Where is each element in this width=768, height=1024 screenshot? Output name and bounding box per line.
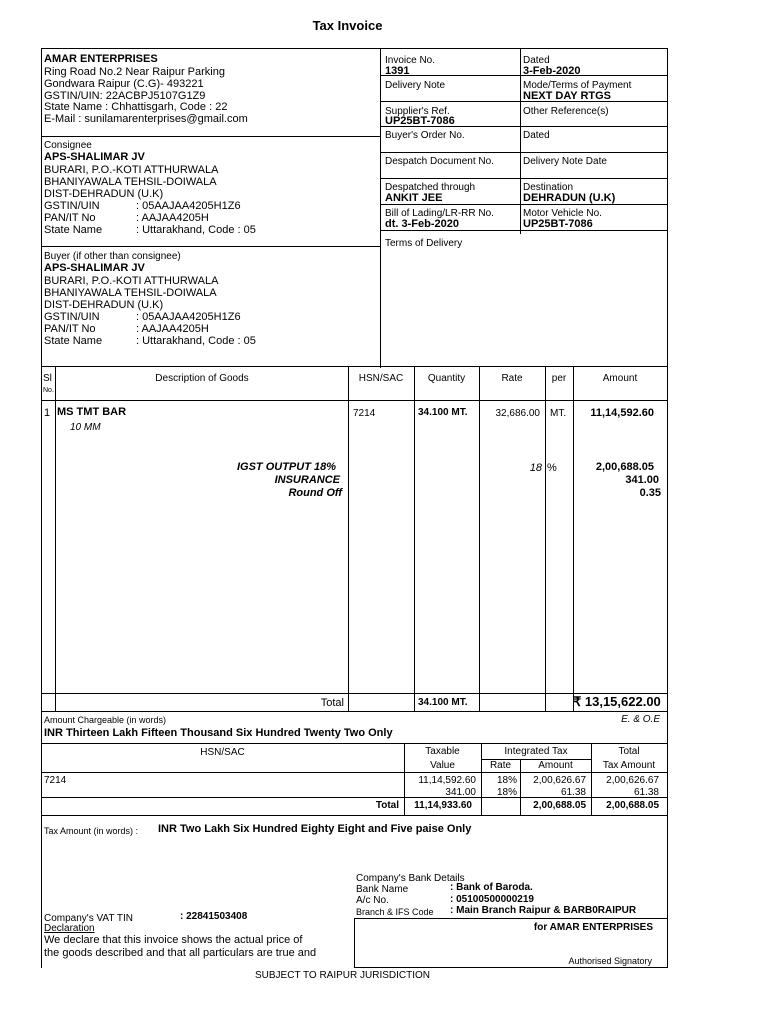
item-amount: 11,14,592.60	[590, 407, 654, 419]
destination-label: Destination	[523, 182, 574, 193]
charge-amount: 341.00	[625, 474, 659, 486]
col-amount: Amount	[602, 373, 638, 384]
despatch-doc-label: Despatch Document No.	[385, 156, 494, 167]
tax-row-total: 2,00,626.67	[606, 775, 659, 786]
tax-row-rate: 18%	[496, 775, 517, 786]
invoice-no-value: 1391	[385, 65, 410, 77]
item-sub-description: 10 MM	[70, 422, 101, 433]
seller-state: State Name : Chhattisgarh, Code : 22	[44, 101, 228, 113]
bank-field-value: : Main Branch Raipur & BARB0RAIPUR	[450, 905, 637, 916]
item-hsn: 7214	[353, 408, 376, 419]
bank-field-value: : 05100500000219	[450, 894, 534, 905]
authorised-signatory: Authorised Signatory	[568, 956, 652, 966]
page-title: Tax Invoice	[312, 18, 383, 33]
despatched-through-value: ANKIT JEE	[385, 192, 443, 204]
tax-row-total: 61.38	[633, 787, 659, 798]
delivery-note-label: Delivery Note	[385, 80, 446, 91]
item-sl: 1	[44, 407, 51, 419]
item-rate: 32,686.00	[495, 408, 540, 419]
buyer-order-label: Buyer's Order No.	[385, 130, 465, 141]
bill-of-lading-value: dt. 3-Feb-2020	[385, 218, 459, 230]
tax-total-amount: 2,00,688.05	[533, 800, 586, 811]
buyer-address-line: BURARI, P.O.-KOTI ATTHURWALA	[44, 275, 219, 287]
seller-address-line: Ring Road No.2 Near Raipur Parking	[44, 66, 225, 78]
charge-label: IGST OUTPUT 18%	[236, 461, 336, 473]
vat-value: : 22841503408	[180, 911, 248, 922]
seller-address-line: Gondwara Raipur (C.G)- 493221	[44, 78, 204, 90]
buyer-field-value: : 05AAJAA4205H1Z6	[136, 311, 241, 323]
bank-field-label: A/c No.	[356, 895, 389, 906]
col-no: No.	[43, 387, 54, 394]
consignee-field-value: : 05AAJAA4205H1Z6	[136, 200, 241, 212]
buyer-order-dated-label: Dated	[523, 130, 550, 141]
bank-field-value: : Bank of Baroda.	[450, 882, 533, 893]
tax-row-amount: 61.38	[560, 787, 586, 798]
consignee-address-line: BURARI, P.O.-KOTI ATTHURWALA	[44, 164, 219, 176]
buyer-field-value: : Uttarakhand, Code : 05	[136, 335, 256, 347]
total-label: Total	[320, 697, 344, 709]
igst-per: %	[547, 462, 557, 474]
tax-words-label: Tax Amount (in words) :	[44, 826, 139, 836]
col-hsn: HSN/SAC	[358, 373, 404, 384]
tax-row-hsn: 7214	[44, 775, 67, 786]
tax-col-hsn: HSN/SAC	[200, 747, 245, 758]
tax-col-integrated: Integrated Tax	[504, 746, 568, 757]
tax-total-tax: 2,00,688.05	[606, 800, 659, 811]
igst-rate: 18	[529, 462, 542, 474]
buyer-field-label: PAN/IT No	[44, 323, 96, 335]
other-ref-label: Other Reference(s)	[523, 106, 609, 117]
consignee-name: APS-SHALIMAR JV	[44, 151, 145, 163]
consignee-heading: Consignee	[44, 140, 92, 151]
tax-words-text: INR Two Lakh Six Hundred Eighty Eight and Five paise Only	[158, 823, 472, 835]
buyer-heading: Buyer (if other than consignee)	[44, 251, 181, 262]
for-company-label: for AMAR ENTERPRISES	[533, 922, 653, 933]
charge-label: INSURANCE	[274, 474, 340, 486]
amount-words-label: Amount Chargeable (in words)	[44, 715, 167, 725]
item-description: MS TMT BAR	[57, 406, 127, 418]
tax-col-amount: Amount	[538, 760, 573, 771]
supplier-ref-label: Supplier's Ref.	[385, 106, 450, 117]
consignee-field-value: : AAJAA4205H	[136, 212, 209, 224]
motor-vehicle-value: UP25BT-7086	[523, 218, 593, 230]
delivery-note-date-label: Delivery Note Date	[523, 156, 607, 167]
consignee-address-line: BHANIYAWALA TEHSIL-DOIWALA	[44, 176, 217, 188]
despatched-through-label: Despatched through	[385, 182, 476, 193]
eoe-text: E. & O.E	[621, 714, 660, 725]
charge-amount: 2,00,688.05	[595, 461, 654, 473]
buyer-address-line: BHANIYAWALA TEHSIL-DOIWALA	[44, 287, 217, 299]
bank-field-label: Branch & IFS Code	[356, 907, 434, 917]
bill-of-lading-label: Bill of Lading/LR-RR No.	[385, 208, 494, 219]
tax-row-amount: 2,00,626.67	[533, 775, 586, 786]
charge-label: Round Off	[288, 487, 342, 499]
declaration-line: the goods described and that all particulars are true and	[44, 947, 317, 959]
dated-value: 3-Feb-2020	[523, 65, 581, 77]
declaration-heading: Declaration	[44, 923, 95, 934]
col-sl: Sl	[43, 373, 52, 384]
supplier-ref-value: UP25BT-7086	[385, 115, 455, 127]
bank-field-label: Bank Name	[356, 884, 409, 895]
terms-of-delivery-label: Terms of Delivery	[385, 238, 463, 249]
seller-gstin: GSTIN/UIN: 22ACBPJ5107G1Z9	[44, 90, 206, 102]
consignee-field-value: : Uttarakhand, Code : 05	[136, 224, 256, 236]
tax-col-taxable: Taxable	[425, 746, 460, 757]
consignee-field-label: PAN/IT No	[44, 212, 96, 224]
buyer-address-line: DIST-DEHRADUN (U.K)	[44, 299, 164, 311]
buyer-field-label: GSTIN/UIN	[44, 311, 100, 323]
tax-row-value: 341.00	[445, 787, 476, 798]
jurisdiction-note: SUBJECT TO RAIPUR JURISDICTION	[255, 970, 431, 981]
buyer-field-label: State Name	[44, 335, 103, 347]
tax-total-label: Total	[375, 800, 399, 811]
bank-heading: Company's Bank Details	[356, 873, 465, 884]
invoice-no-label: Invoice No.	[385, 55, 436, 66]
total-amount: ₹ 13,15,622.00	[573, 694, 661, 709]
tax-col-tax-amount: Tax Amount	[602, 760, 656, 771]
col-description: Description of Goods	[155, 373, 249, 384]
item-quantity: 34.100 MT.	[418, 407, 468, 418]
payment-terms-value: NEXT DAY RTGS	[523, 90, 612, 102]
declaration-line: We declare that this invoice shows the actual price of	[44, 934, 303, 946]
dated-label: Dated	[523, 55, 550, 66]
item-per: MT.	[550, 408, 567, 419]
col-per: per	[551, 373, 567, 384]
consignee-field-label: State Name	[44, 224, 103, 236]
tax-total-value: 11,14,933.60	[414, 800, 472, 811]
seller-name: AMAR ENTERPRISES	[44, 53, 158, 65]
col-quantity: Quantity	[427, 373, 466, 384]
tax-col-total: Total	[618, 746, 640, 757]
tax-row-value: 11,14,592.60	[418, 775, 476, 786]
charge-amount: 0.35	[639, 487, 661, 499]
buyer-name: APS-SHALIMAR JV	[44, 262, 145, 274]
amount-words-text: INR Thirteen Lakh Fifteen Thousand Six Hundred Twenty Two Only	[44, 727, 393, 739]
motor-vehicle-label: Motor Vehicle No.	[523, 208, 602, 219]
destination-value: DEHRADUN (U.K)	[523, 192, 616, 204]
total-quantity: 34.100 MT.	[418, 697, 468, 708]
tax-row-rate: 18%	[496, 787, 517, 798]
seller-email: E-Mail : sunilamarenterprises@gmail.com	[44, 113, 248, 125]
payment-terms-label: Mode/Terms of Payment	[523, 80, 632, 91]
col-rate: Rate	[501, 373, 523, 384]
consignee-field-label: GSTIN/UIN	[44, 200, 100, 212]
vat-label: Company's VAT TIN	[44, 913, 133, 924]
consignee-address-line: DIST-DEHRADUN (U.K)	[44, 188, 164, 200]
buyer-field-value: : AAJAA4205H	[136, 323, 209, 335]
tax-col-rate: Rate	[489, 760, 512, 771]
tax-col-value: Value	[430, 760, 455, 771]
